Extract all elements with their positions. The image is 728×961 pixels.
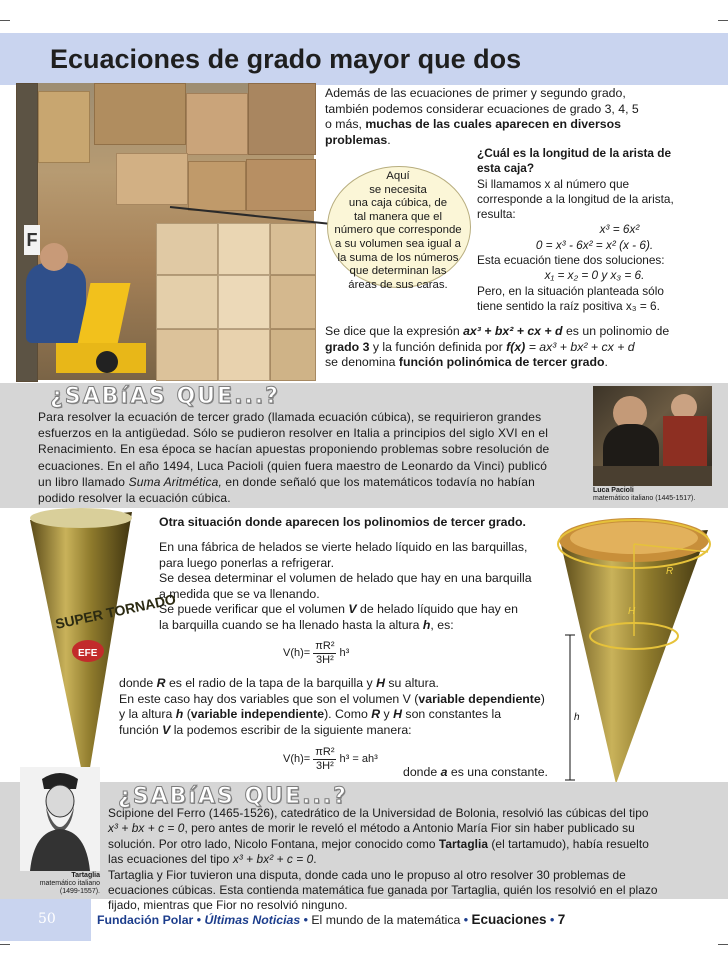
helados-paragraph: En una fábrica de helados se vierte helado líquido en las barquillas, para luego ponerlas a refrigerar. Se desea determinar el volumen de helado que hay en una barquilla a medida que se va llenando. Se puede verificar que el volumen V de helado líquido que hay en la barquilla cuando se ha llenado hasta la altura h, es: xyxy=(159,540,532,632)
equation: x³ = 6x² xyxy=(599,222,640,237)
intro-line: o más, muchas de las cuales aparecen en diversos xyxy=(325,117,621,132)
tartaglia-portrait xyxy=(20,767,100,871)
helados-heading: Otra situación donde aparecen los polinomios de tercer grado. xyxy=(159,515,526,529)
polynomial-definition: Se dice que la expresión ax³ + bx² + cx + d es un polinomio de grado 3 y la función definida por f(x) = ax³ + bx² + cx + d se denomina función polinómica de tercer grado. xyxy=(325,324,670,370)
cone-brand-text: SUPER TORNADO xyxy=(53,590,178,632)
crop-mark xyxy=(718,944,728,945)
solution: x₁ = x₂ = 0 y x₃ = 6. xyxy=(544,268,645,283)
helados-explanation: donde R es el radio de la tapa de la barquilla y H su altura. En este caso hay dos variables que son el volumen V (variable dependiente) y la altura h (variable independiente). Como R y H son constantes la función V la podemos escribir de la siguiente manera: xyxy=(119,676,545,737)
tartaglia-caption: Tartaglia matemático italiano (1499-1557). xyxy=(39,872,100,895)
footer-credits: Fundación Polar • Últimas Noticias • El mundo de la matemática • Ecuaciones • 7 xyxy=(97,912,566,927)
sabias-paragraph: Scipione del Ferro (1465-1526), catedrático de la Universidad de Bolonia, resolvió las cúbicas del tipo x³ + bx + c = 0, pero antes de morir le reveló el método a Antonio María Fior sin haber publicado su solución. Por otro lado, Nicolo Fontana, mejor conocido como Tartaglia (el tartamudo), había resuelto las ecuaciones del tipo x³ + bx² + c = 0. Tartaglia y Fior tuvieron una disputa, donde cada uno le propuso al otro resolver 30 problemas de ecuaciones cúbicas. Esta contienda matemática fue ganada por Tartaglia, quién los resolvió en el plazo fijado, mientras que Fior no resolvió ninguno. xyxy=(108,806,658,913)
warehouse-photo: F xyxy=(16,83,314,380)
constant-note: donde a es una constante. xyxy=(403,765,548,779)
page-number: 50 xyxy=(38,911,56,927)
intro-line: Además de las ecuaciones de primer y segundo grado, xyxy=(325,86,626,100)
speech-bubble-text: Aquí se necesita una caja cúbica, de tal manera que el número que corresponde a su volumen sea igual a la suma de los números que determinan las áreas de sus caras. xyxy=(334,170,462,291)
equation: 0 = x³ - 6x² = x² (x - 6). xyxy=(535,237,654,252)
sabias-paragraph: Para resolver la ecuación de tercer grado (llamada ecuación cúbica), se requirieron grandes esfuerzos en la antigüedad. Sólo se pudieron resolver en Italia a principios del siglo XVI en el Renacimiento. En esa época se hacían apuestas proponiendo problemas sobre resolución de ecuaciones. En el año 1494, Luca Pacioli (quien fuera maestro de Leonardo da Vinci) publicó un libro llamado Suma Aritmética, en donde señaló que los matemáticos todavía no habían podido resolver la ecuación cúbica. xyxy=(38,410,550,506)
sabias-title: ¿SABíAS QUE...? xyxy=(118,784,348,809)
intro-line: problemas. xyxy=(325,132,391,147)
question-title: ¿Cuál es la longitud de la arista de xyxy=(477,146,672,160)
question-title: esta caja? xyxy=(477,161,535,176)
label-h: h xyxy=(574,712,580,723)
cone-diagram-photo xyxy=(548,512,713,787)
pacioli-caption: Luca Pacioli matemático italiano (1445-1517). xyxy=(593,487,696,502)
crop-mark xyxy=(0,944,10,945)
ice-cream-cone-photo xyxy=(28,506,178,794)
question-block: ¿Cuál es la longitud de la arista de esta caja? Si llamamos x al número que corresponde a la longitud de la arista, resulta: x³ = 6x² 0 = x³ - 6x² = x² (x - 6). Esta ecuación tiene dos soluciones: x₁ = x₂ = 0 y x₃ = 6. Pero, en la situación planteada sólo tiene sentido la raíz positiva x₃ = 6. xyxy=(477,146,712,314)
label-R: R xyxy=(666,566,674,577)
volume-formula-2: V(h)= $\frac{\text{πR²}}{\text{3H²}}$ h³ = ah³ xyxy=(283,746,378,772)
crop-mark xyxy=(718,20,728,21)
page-title: Ecuaciones de grado mayor que dos xyxy=(50,44,522,74)
label-H: H xyxy=(628,606,636,617)
sabias-title: ¿SABíAS QUE...? xyxy=(50,384,280,409)
intro-paragraph xyxy=(325,86,685,148)
crop-mark xyxy=(0,20,10,21)
volume-formula-1: V(h)= $\frac{\text{πR²}}{\text{3H²}}$ h³ xyxy=(283,640,350,666)
pacioli-portrait xyxy=(593,386,712,486)
cone-logo: EFE xyxy=(78,648,98,659)
intro-line: también podemos considerar ecuaciones de grado 3, 4, 5 xyxy=(325,101,639,116)
